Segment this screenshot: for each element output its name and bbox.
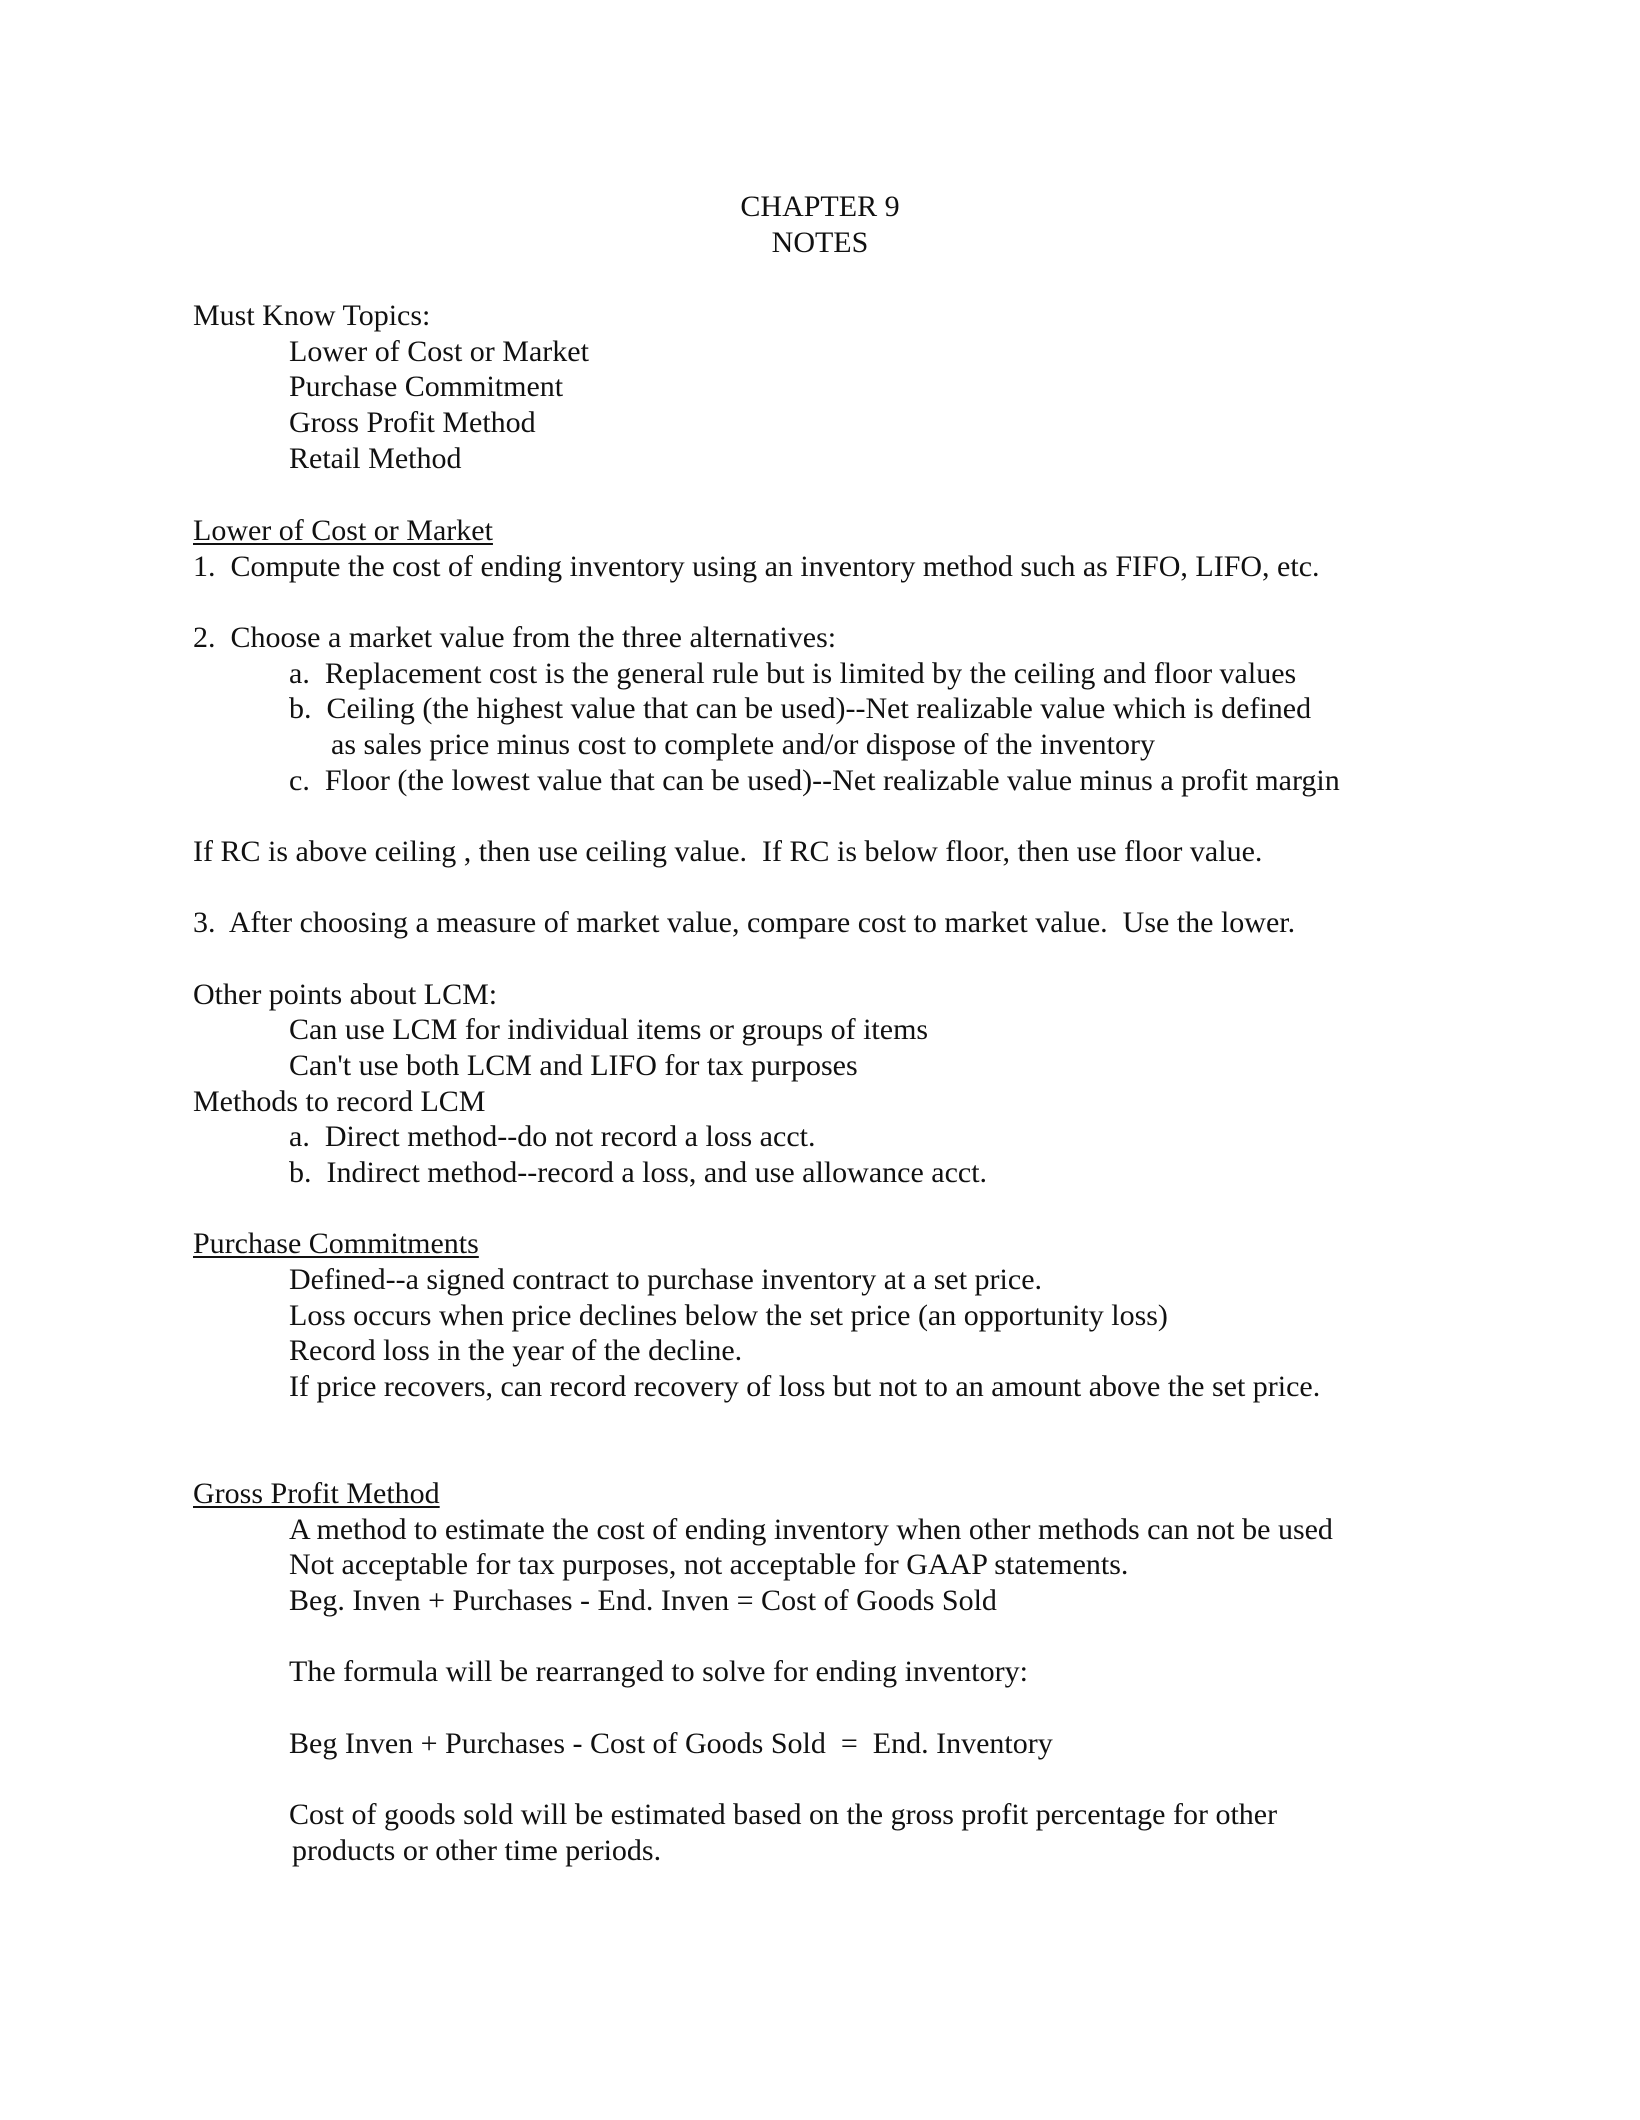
other-point-item: Can use LCM for individual items or groups of items	[289, 1013, 929, 1046]
purchase-commitment-item: If price recovers, can record recovery of loss but not to an amount above the set price.	[289, 1370, 1321, 1403]
other-points-heading: Other points about LCM:	[193, 978, 498, 1011]
gross-profit-formula: Beg Inven + Purchases - Cost of Goods Sold = End. Inventory	[289, 1727, 1053, 1760]
lcm-alternative-b-continued: as sales price minus cost to complete and/or dispose of the inventory	[331, 728, 1155, 761]
methods-to-record-heading: Methods to record LCM	[193, 1085, 486, 1118]
record-method-direct: a. Direct method--do not record a loss acct.	[289, 1120, 816, 1153]
must-know-item: Lower of Cost or Market	[289, 335, 589, 368]
lcm-step-2: 2. Choose a market value from the three alternatives:	[193, 621, 837, 654]
lcm-step-1: 1. Compute the cost of ending inventory using an inventory method such as FIFO, LIFO, etc.	[193, 550, 1320, 583]
gross-profit-estimate-continued: products or other time periods.	[292, 1834, 662, 1867]
lcm-alternative-a: a. Replacement cost is the general rule but is limited by the ceiling and floor values	[289, 657, 1297, 690]
other-point-item: Can't use both LCM and LIFO for tax purposes	[289, 1049, 858, 1082]
must-know-heading: Must Know Topics:	[193, 299, 431, 332]
lcm-alternative-b: b. Ceiling (the highest value that can be used)--Net realizable value which is defined	[289, 692, 1312, 725]
must-know-item: Gross Profit Method	[289, 406, 536, 439]
gross-profit-item: A method to estimate the cost of ending inventory when other methods can not be used	[289, 1513, 1333, 1546]
notes-subtitle: NOTES	[771, 226, 869, 259]
gross-profit-item: Not acceptable for tax purposes, not acceptable for GAAP statements.	[289, 1548, 1129, 1581]
lcm-step-3: 3. After choosing a measure of market value, compare cost to market value. Use the lower.	[193, 906, 1296, 939]
must-know-item: Retail Method	[289, 442, 462, 475]
purchase-commitments-heading: Purchase Commitments	[193, 1227, 479, 1260]
must-know-item: Purchase Commitment	[289, 370, 564, 403]
purchase-commitment-item: Loss occurs when price declines below the set price (an opportunity loss)	[289, 1299, 1168, 1332]
purchase-commitment-item: Defined--a signed contract to purchase inventory at a set price.	[289, 1263, 1043, 1296]
lcm-rc-rule: If RC is above ceiling , then use ceiling value. If RC is below floor, then use floor value.	[193, 835, 1263, 868]
gross-profit-heading: Gross Profit Method	[193, 1477, 440, 1510]
lcm-alternative-c: c. Floor (the lowest value that can be used)--Net realizable value minus a profit margin	[289, 764, 1340, 797]
gross-profit-estimate: Cost of goods sold will be estimated based on the gross profit percentage for other	[289, 1798, 1278, 1831]
record-method-indirect: b. Indirect method--record a loss, and use allowance acct.	[289, 1156, 988, 1189]
purchase-commitment-item: Record loss in the year of the decline.	[289, 1334, 743, 1367]
lcm-section-heading: Lower of Cost or Market	[193, 514, 493, 547]
gross-profit-item: Beg. Inven + Purchases - End. Inven = Cost of Goods Sold	[289, 1584, 997, 1617]
gross-profit-rearranged: The formula will be rearranged to solve for ending inventory:	[289, 1655, 1028, 1688]
chapter-title: CHAPTER 9	[740, 190, 900, 223]
